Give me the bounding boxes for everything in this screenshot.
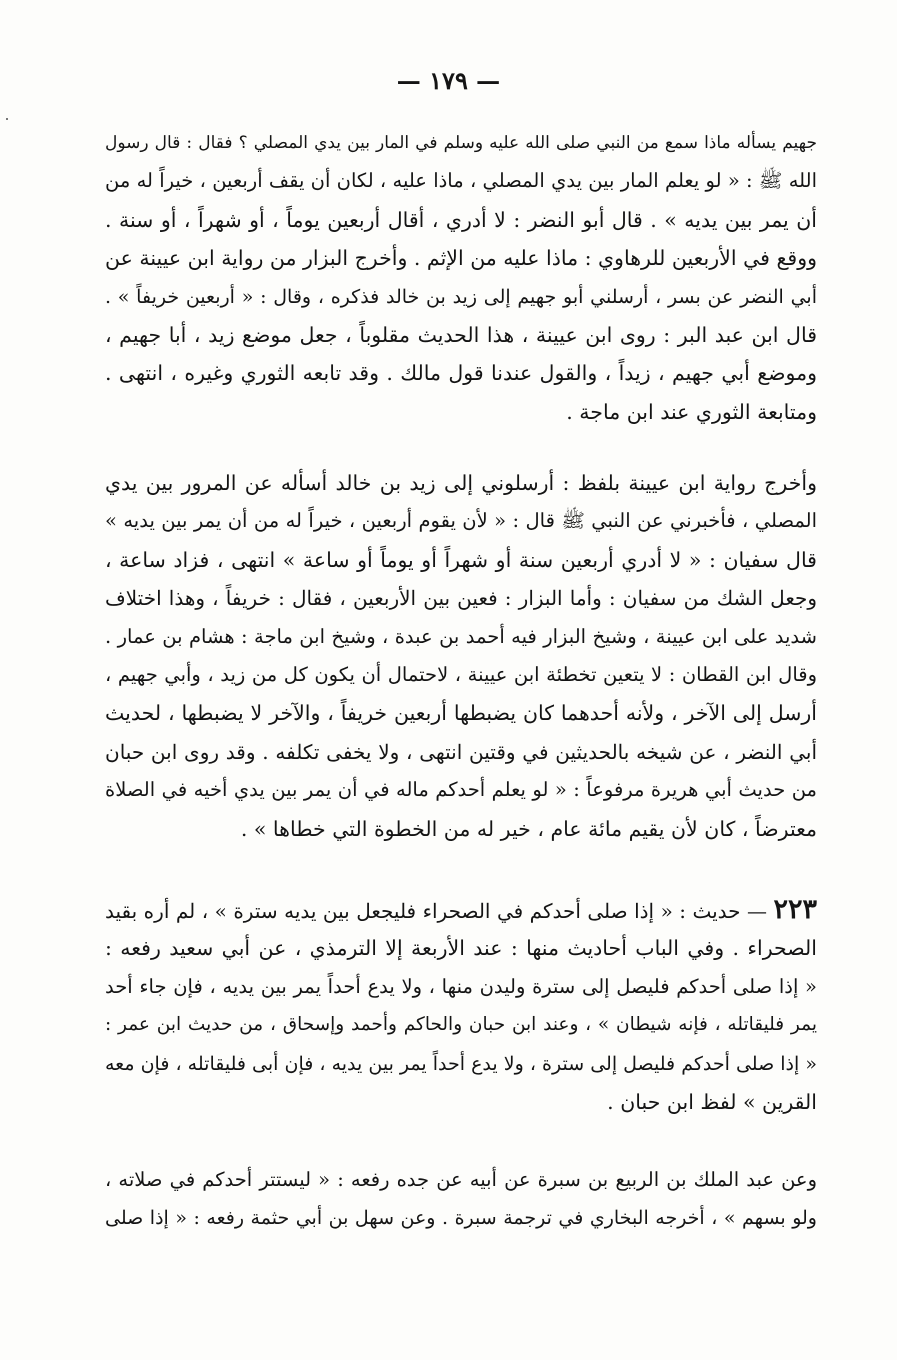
text-line: « إذا صلى أحدكم فليصل إلى سترة وليدن منها ، ولا يدع أحداً يمر بين يديه ، فإن جاء أحد <box>105 974 817 998</box>
text-line: من حديث أبي هريرة مرفوعاً : « لو يعلم أحدكم ماله في أن يمر بين يدي أخيه في الصلاة <box>105 778 817 802</box>
text-line: أن يمر بين يديه » . قال أبو النضر : لا أدري ، أقال أربعين يوماً ، أو شهراً ، أو سنة . <box>105 207 817 232</box>
hadith-number: ٢٢٣ <box>773 894 817 925</box>
text-line: أبي النضر عن بسر ، أرسلني أبو جهيم إلى زيد بن خالد فذكره ، وقال : « أربعين خريفاً » . <box>105 285 817 308</box>
text-line: أرسل إلى الآخر ، ولأنه أحدهما كان يضبطها أربعين خريفاً ، والآخر لا يضبطها ، لحديث <box>105 701 817 726</box>
text-line <box>105 891 817 929</box>
page-number: — ١٧٩ — <box>396 66 501 95</box>
text-line: ولو بسهم » ، أخرجه البخاري في ترجمة سبرة . وعن سهل بن أبي حثمة رفعه : « إذا صلى <box>105 1207 817 1230</box>
hadith-opening: — حديث : « إذا صلى أحدكم في الصحراء فليجعل بين يديه سترة » ، لم أره بقيد <box>105 899 768 923</box>
paragraph-1 <box>105 124 817 431</box>
text-line: قال سفيان : « لا أدري أربعين سنة أو شهراً أو يوماً أو ساعة » انتهى ، فزاد ساعة ، <box>105 547 817 572</box>
hadith-223 <box>105 891 817 1121</box>
text-line: جهيم يسأله ماذا سمع من النبي صلى الله عليه وسلم في المار بين يدي المصلي ؟ فقال : قال رسول <box>105 133 817 153</box>
text-line: أبي النضر ، عن شيخه بالحديثين في وقتين انتهى ، ولا يخفى تكلفه . وقد روى ابن حبان <box>105 739 817 764</box>
text-line: وعن عبد الملك بن الربيع بن سبرة عن أبيه عن جده رفعه : « ليستتر أحدكم في صلاته ، <box>105 1168 817 1191</box>
text-line: الله ﷺ : « لو يعلم المار بين يدي المصلي ، ماذا عليه ، لكان أن يقف أربعين ، خيراً له من <box>105 169 817 193</box>
text-line: وموضع أبي جهيم ، زيداً ، والقول عندنا قول مالك . وقد تابعه الثوري وغيره ، انتهى . <box>105 361 817 386</box>
text-line: ومتابعة الثوري عند ابن ماجة . <box>566 399 817 424</box>
text-line: ووقع في الأربعين للرهاوي : ماذا عليه من الإثم . وأخرج البزار من رواية ابن عيينة عن <box>105 246 817 271</box>
text-line: معترضاً ، كان لأن يقيم مائة عام ، خير له من الخطوة التي خطاها » . <box>240 816 817 841</box>
text-line: القرين » لفظ ابن حبان . <box>607 1089 817 1114</box>
text-line: وأخرج رواية ابن عيينة بلفظ : أرسلوني إلى زيد بن خالد أسأله عن المرور بين يدي <box>105 471 817 495</box>
text-line: وجعل الشك من سفيان : وأما البزار : فعين بين الأربعين ، فقال : خريفاً ، وهذا اختلاف <box>105 586 817 611</box>
paragraph-4 <box>105 1161 817 1238</box>
text-line: « إذا صلى أحدكم فليصل إلى سترة ، ولا يدع أحداً يمر بين يديه ، فإن أبى فليقاتله ، فإن معه <box>105 1052 817 1075</box>
text-line: شديد على ابن عيينة ، وشيخ البزار فيه أحمد بن عبدة ، وشيخ ابن ماجة : هشام بن عمار . <box>105 624 817 648</box>
text-line: الصحراء . وفي الباب أحاديث منها : عند الأربعة إلا الترمذي ، عن أبي سعيد رفعه : <box>105 936 817 961</box>
text-line: يمر فليقاتله ، فإنه شيطان » ، وعند ابن حبان والحاكم وأحمد وإسحاق ، من حديث ابن عمر : <box>105 1014 817 1036</box>
margin-speck <box>6 118 8 120</box>
text-line: وقال ابن القطان : لا يتعين تخطئة ابن عيينة ، لاحتمال أن يكون كل من زيد ، وأبي جهيم ، <box>105 662 817 686</box>
text-line: المصلي ، فأخبرني عن النبي ﷺ قال : « لأن يقوم أربعين ، خيراً له من أن يمر بين يديه » <box>105 509 817 533</box>
paragraph-2 <box>105 464 817 848</box>
text-line: قال ابن عبد البر : روى ابن عيينة ، هذا الحديث مقلوباً ، جعل موضع زيد ، أبا جهيم ، <box>105 322 817 347</box>
